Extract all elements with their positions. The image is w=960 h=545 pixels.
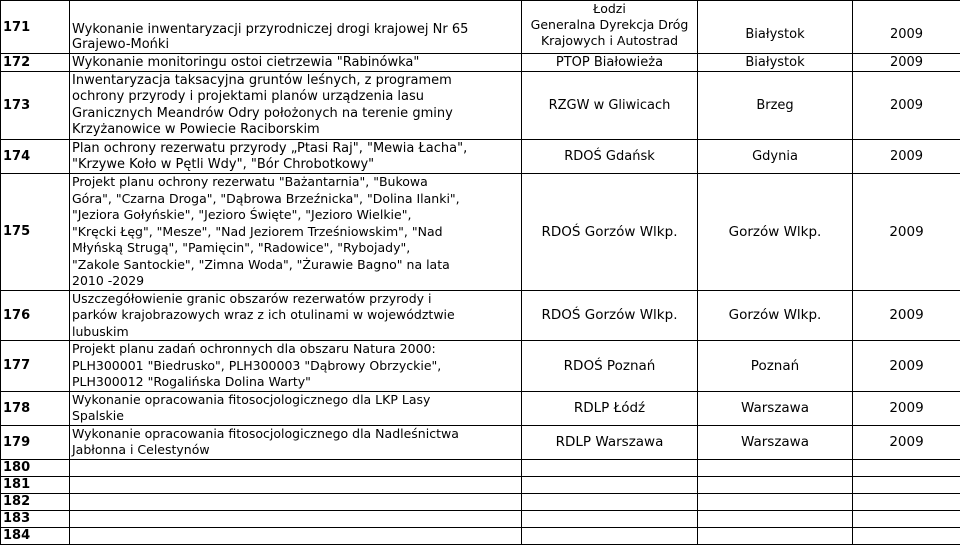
row-year: 2009 [853,391,960,425]
table-row [1,493,960,510]
row-city: Gdynia [698,140,853,174]
previous-row-tail: Łodzi [524,1,695,17]
row-number: 177 [1,341,70,392]
row-description: Wykonanie opracowania fitosocjologicznego dla Nadleśnictwa Jabłonna i Celestynów [70,425,522,459]
row-year: 2009 [853,290,960,341]
row-number: 178 [1,391,70,425]
row-number: 174 [1,140,70,174]
row-city: Brzeg [698,72,853,140]
table-row [1,459,960,476]
table-row [1,174,960,291]
row-organization: RDLP Warszawa [522,425,698,459]
row-description: Wykonanie opracowania fitosocjologicznego dla LKP Lasy Spalskie [70,391,522,425]
row-organization: RDOŚ Poznań [522,341,698,392]
table-row [1,510,960,527]
row-description: Wykonanie monitoringu ostoi cietrzewia "Rabinówka" [70,54,522,72]
row-number: 183 [1,510,70,527]
row-number: 175 [1,174,70,291]
row-city: Gorzów Wlkp. [698,290,853,341]
row-description: Projekt planu ochrony rezerwatu "Bażantarnia", "Bukowa Góra", "Czarna Droga", "Dąbrowa Brzeźnicka", "Dolina Ilanki", "Jeziora Gołyńskie", "Jezioro Święte", "Jezioro Wielkie", "Kręcki Łęg", "Mesze", "Nad Jeziorem Trześniowskim", "Nad Młyńską Strugą", "Pamięcin", "Radowice", "Rybojady", "Zakole Santockie", "Zimna Woda", "Żurawie Bagno" na lata 2010 -2029 [70,174,522,291]
row-description: Inwentaryzacja taksacyjna gruntów leśnych, z programem ochrony przyrody i projektami planów urządzenia lasu Granicznych Meandrów Odry położonych na terenie gminy Krzyżanowice w Powiecie Raciborskim [70,72,522,140]
row-year: 2009 [853,1,960,54]
table-row [1,341,960,392]
table-row [1,527,960,544]
row-number: 181 [1,476,70,493]
row-organization: RDOŚ Gdańsk [522,140,698,174]
row-organization: RDOŚ Gorzów Wlkp. [522,290,698,341]
row-year: 2009 [853,174,960,291]
row-number: 173 [1,72,70,140]
row-year: 2009 [853,341,960,392]
table-row [1,425,960,459]
row-organization: RZGW w Gliwicach [522,72,698,140]
row-number: 179 [1,425,70,459]
row-number: 180 [1,459,70,476]
table-row [1,391,960,425]
table-row [1,72,960,140]
row-year: 2009 [853,425,960,459]
row-year: 2009 [853,72,960,140]
row-year: 2009 [853,140,960,174]
row-city: Poznań [698,341,853,392]
table-row [1,1,960,54]
row-city: Białystok [698,1,853,54]
row-organization: Łodzi Generalna Dyrekcja Dróg Krajowych i Autostrad [522,1,698,54]
table-row [1,54,960,72]
row-description: Wykonanie inwentaryzacji przyrodniczej drogi krajowej Nr 65 Grajewo-Mońki [70,1,522,54]
row-number: 172 [1,54,70,72]
table-row [1,476,960,493]
row-city: Warszawa [698,425,853,459]
row-organization: RDLP Łódź [522,391,698,425]
row-year: 2009 [853,54,960,72]
row-city: Gorzów Wlkp. [698,174,853,291]
row-city: Białystok [698,54,853,72]
row-number: 182 [1,493,70,510]
row-number: 171 [1,1,70,54]
table-row [1,290,960,341]
row-organization: RDOŚ Gorzów Wlkp. [522,174,698,291]
row-city: Warszawa [698,391,853,425]
row-description: Uszczegółowienie granic obszarów rezerwatów przyrody i parków krajobrazowych wraz z ich otulinami w województwie lubuskim [70,290,522,341]
table-row [1,140,960,174]
row-number: 184 [1,527,70,544]
row-number: 176 [1,290,70,341]
row-description: Plan ochrony rezerwatu przyrody „Ptasi Raj", "Mewia Łacha", "Krzywe Koło w Pętli Wdy", "Bór Chrobotkowy" [70,140,522,174]
row-description: Projekt planu zadań ochronnych dla obszaru Natura 2000: PLH300001 "Biedrusko", PLH300003 "Dąbrowy Obrzyckie", PLH300012 "Rogalińska Dolina Warty" [70,341,522,392]
row-organization: PTOP Białowieża [522,54,698,72]
